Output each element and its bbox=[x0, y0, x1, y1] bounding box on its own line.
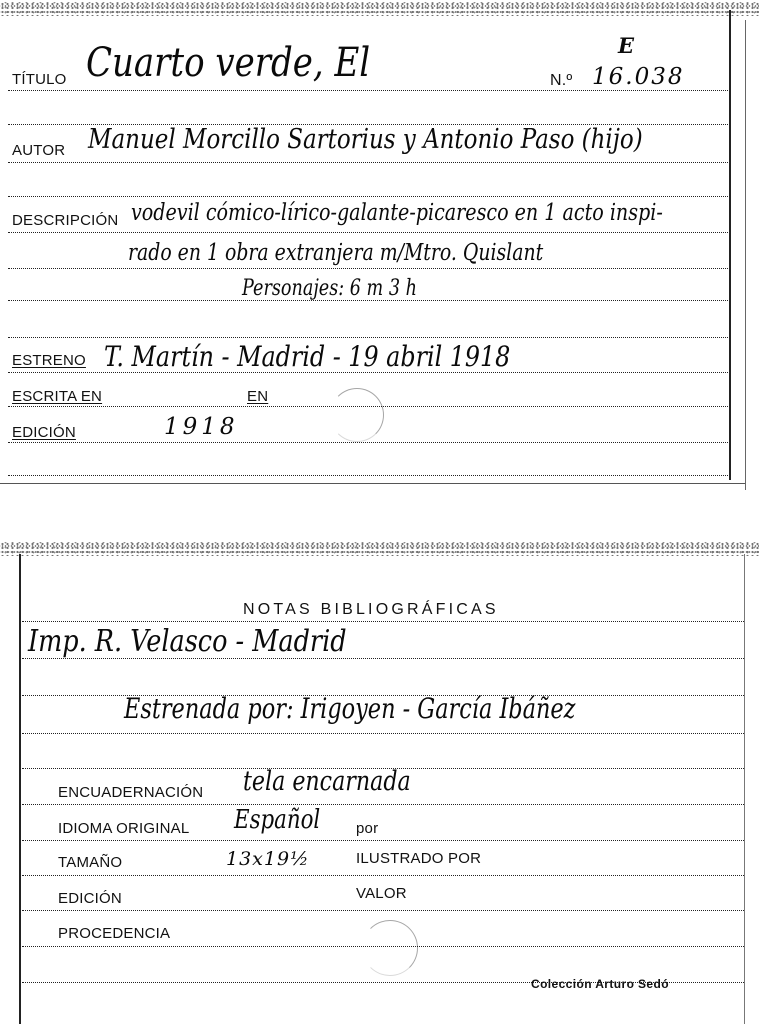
valor-label: VALOR bbox=[356, 885, 407, 902]
rule-line bbox=[8, 162, 728, 163]
edicion-bottom-label: EDICIÓN bbox=[58, 890, 122, 907]
encuadernacion-label: ENCUADERNACIÓN bbox=[58, 784, 204, 801]
idioma-label: IDIOMA ORIGINAL bbox=[58, 820, 190, 837]
procedencia-label: PROCEDENCIA bbox=[58, 925, 171, 942]
por-label: por bbox=[356, 820, 379, 837]
card-bottom-left-edge bbox=[19, 554, 21, 1024]
idioma-value: Español bbox=[234, 805, 321, 835]
encuadernacion-value: tela encarnada bbox=[243, 766, 411, 797]
autor-value: Manuel Morcillo Sartorius y Antonio Paso (hijo) bbox=[88, 124, 643, 155]
descripcion-line-3: Personajes: 6 m 3 h bbox=[242, 276, 417, 301]
rule-line bbox=[8, 196, 728, 197]
card-top-bottom-edge bbox=[0, 483, 745, 484]
rule-line bbox=[22, 804, 744, 805]
tamano-label: TAMAÑO bbox=[58, 854, 123, 871]
rule-line bbox=[22, 840, 744, 841]
library-stamp bbox=[362, 920, 418, 976]
descripcion-line-2: rado en 1 obra extranjera m/Mtro. Quislant bbox=[128, 240, 544, 266]
rule-line bbox=[8, 475, 728, 476]
numero-label: N.º bbox=[550, 72, 573, 89]
descripcion-line-1: vodevil cómico-lírico-galante-picaresco en 1 acto inspi- bbox=[131, 200, 663, 226]
estreno-value: T. Martín - Madrid - 19 abril 1918 bbox=[104, 340, 511, 373]
estreno-label: ESTRENO bbox=[12, 352, 86, 369]
titulo-value: Cuarto verde, El bbox=[86, 40, 371, 86]
library-stamp bbox=[330, 388, 384, 442]
rule-line bbox=[22, 910, 744, 911]
collection-credit: Colección Arturo Sedó bbox=[531, 977, 669, 991]
rule-line bbox=[22, 733, 744, 734]
descripcion-label: DESCRIPCIÓN bbox=[12, 212, 119, 229]
rule-line bbox=[8, 90, 728, 91]
card-bottom-right-edge bbox=[744, 554, 745, 1024]
en-label: EN bbox=[247, 388, 269, 405]
notas-title: NOTAS BIBLIOGRÁFICAS bbox=[243, 601, 499, 618]
edicion-label: EDICIÓN bbox=[12, 424, 76, 441]
numero-value: 16.038 bbox=[592, 64, 685, 90]
catalog-card-bottom bbox=[0, 540, 759, 1028]
card-top-outer-edge bbox=[745, 20, 746, 490]
ilustrado-label: ILUSTRADO POR bbox=[356, 850, 482, 867]
autor-label: AUTOR bbox=[12, 142, 66, 159]
tamano-value: 13x19½ bbox=[226, 848, 310, 870]
rule-line bbox=[8, 232, 728, 233]
rule-line bbox=[8, 337, 728, 338]
rule-line bbox=[22, 875, 744, 876]
rule-line bbox=[8, 268, 728, 269]
notas-line-2: Estrenada por: Irigoyen - García Ibáñez bbox=[124, 692, 576, 725]
escrita-en-label: ESCRITA EN bbox=[12, 388, 103, 405]
card-bottom-edge-texture bbox=[0, 542, 759, 556]
corner-mark: E bbox=[618, 33, 635, 58]
rule-line bbox=[22, 621, 744, 622]
card-top-right-edge bbox=[729, 10, 731, 480]
card-top-edge-texture bbox=[0, 2, 759, 16]
catalog-card-top bbox=[0, 0, 759, 494]
notas-line-1: Imp. R. Velasco - Madrid bbox=[28, 624, 347, 659]
titulo-label: TÍTULO bbox=[12, 71, 67, 88]
edicion-value: 1918 bbox=[164, 414, 239, 440]
rule-line bbox=[8, 442, 728, 443]
